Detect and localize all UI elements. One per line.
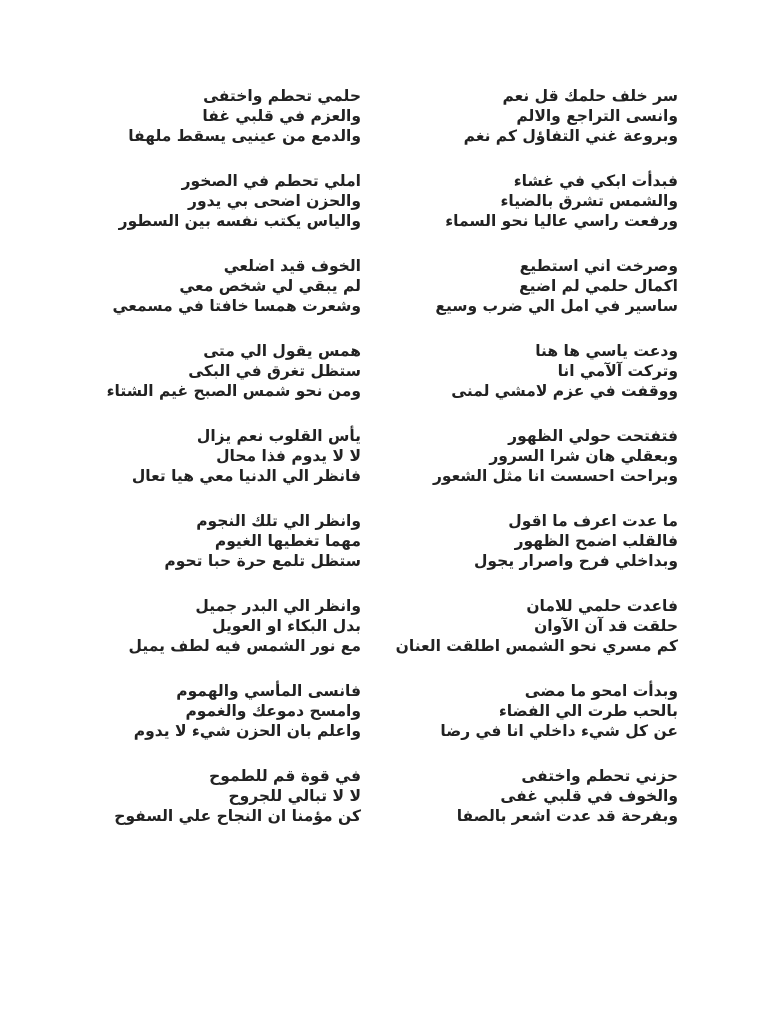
verse-line: بدل البكاء او العويل <box>212 617 361 635</box>
verse-line: لا لا يدوم فذا محال <box>216 447 361 465</box>
stanza-3 <box>0 256 768 316</box>
verse-line: سر خلف حلمك قل نعم <box>502 87 678 105</box>
verse-line: والعزم في قلبي غفا <box>202 107 361 125</box>
verse-line: ورفعت راسي عاليا نحو السماء <box>445 212 678 230</box>
verse-line: مهما تغطيها الغيوم <box>214 532 361 550</box>
verse-line: ستظل تغرق في البكى <box>188 362 361 380</box>
stanza-4 <box>0 341 768 401</box>
verse-line: كم مسري نحو الشمس اطلقت العنان <box>395 637 678 655</box>
stanza-2 <box>0 171 768 231</box>
verse-line: حزني تحطم واختفى <box>521 767 678 785</box>
verse-line: كن مؤمنا ان النجاح علي السفوح <box>114 807 361 825</box>
verse-line: فبدأت ابكي في غشاء <box>513 172 678 190</box>
verse-line: املي تحطم في الصخور <box>181 172 361 190</box>
verse-line: فانظر الي الدنيا معي هيا تعال <box>131 467 361 485</box>
stanza-8 <box>0 681 768 741</box>
stanza-5 <box>0 426 768 486</box>
verse-line: وانسى التراجع والالم <box>516 107 678 125</box>
verse-line: همس يقول الي متى <box>203 342 361 360</box>
verse-line: يأس القلوب نعم يزال <box>196 427 361 445</box>
verse-line: ستظل تلمع حرة حبا تحوم <box>164 552 361 570</box>
verse-line: وانظر الي تلك النجوم <box>196 512 361 530</box>
verse-line: وتركت آلآمي انا <box>557 362 678 380</box>
poem <box>0 86 768 851</box>
verse-line: ومن نحو شمس الصبح غيم الشتاء <box>106 382 361 400</box>
verse-line: وبراحت احسست انا مثل الشعور <box>432 467 678 485</box>
verse-line: وانظر الي البدر جميل <box>195 597 361 615</box>
verse-line: وبفرحة قد عدت اشعر بالصفا <box>456 807 678 825</box>
verse-line: حلقت قد آن الآوان <box>534 617 678 635</box>
verse-line: فانسى المأسي والهموم <box>176 682 361 700</box>
verse-line: وبدأت امحو ما مضى <box>524 682 678 700</box>
verse-line: وشعرت همسا خافتا في مسمعي <box>112 297 361 315</box>
verse-line: وصرخت اني استطيع <box>519 257 678 275</box>
verse-line: الخوف قيد اضلعي <box>223 257 361 275</box>
verse-line: ساسير في امل الي ضرب وسيع <box>435 297 678 315</box>
verse-line: واعلم بان الحزن شيء لا يدوم <box>133 722 361 740</box>
verse-line: بالحب طرت الي الفضاء <box>498 702 678 720</box>
verse-line: فتفتحت حولي الظهور <box>508 427 678 445</box>
stanza-9 <box>0 766 768 826</box>
stanza-1 <box>0 86 768 146</box>
verse-line: عن كل شيء داخلي انا في رضا <box>440 722 678 740</box>
verse-line: والدمع من عينيى يسقط ملهفا <box>128 127 361 145</box>
verse-line: حلمي تحطم واختفى <box>203 87 361 105</box>
stanza-6 <box>0 511 768 571</box>
verse-line: ودعت ياسي ها هنا <box>535 342 678 360</box>
verse-line: في قوة قم للطموح <box>209 767 361 785</box>
verse-line: مع نور الشمس فيه لطف يميل <box>128 637 361 655</box>
verse-line: والياس يكتب نفسه بين السطور <box>118 212 361 230</box>
verse-line: لم يبقي لي شخص معي <box>179 277 361 295</box>
verse-line: فاعدت حلمي للامان <box>526 597 678 615</box>
verse-line: لا لا تبالي للجروح <box>228 787 361 805</box>
stanza-7 <box>0 596 768 656</box>
verse-line: وبداخلي فرح واصرار يجول <box>473 552 678 570</box>
verse-line: ما عدت اعرف ما اقول <box>508 512 678 530</box>
verse-line: والخوف في قلبي غفى <box>500 787 678 805</box>
verse-line: فالقلب اضمح الظهور <box>514 532 678 550</box>
verse-line: اكمال حلمي لم اضيع <box>519 277 678 295</box>
verse-line: وبروعة غني التفاؤل كم نغم <box>463 127 678 145</box>
verse-line: والشمس تشرق بالضياء <box>500 192 678 210</box>
verse-line: وامسح دموعك والغموم <box>185 702 361 720</box>
verse-line: والحزن اضحى بي يدور <box>188 192 361 210</box>
verse-line: وبعقلي هان شرا السرور <box>489 447 678 465</box>
verse-line: ووقفت في عزم لامشي لمنى <box>451 382 678 400</box>
